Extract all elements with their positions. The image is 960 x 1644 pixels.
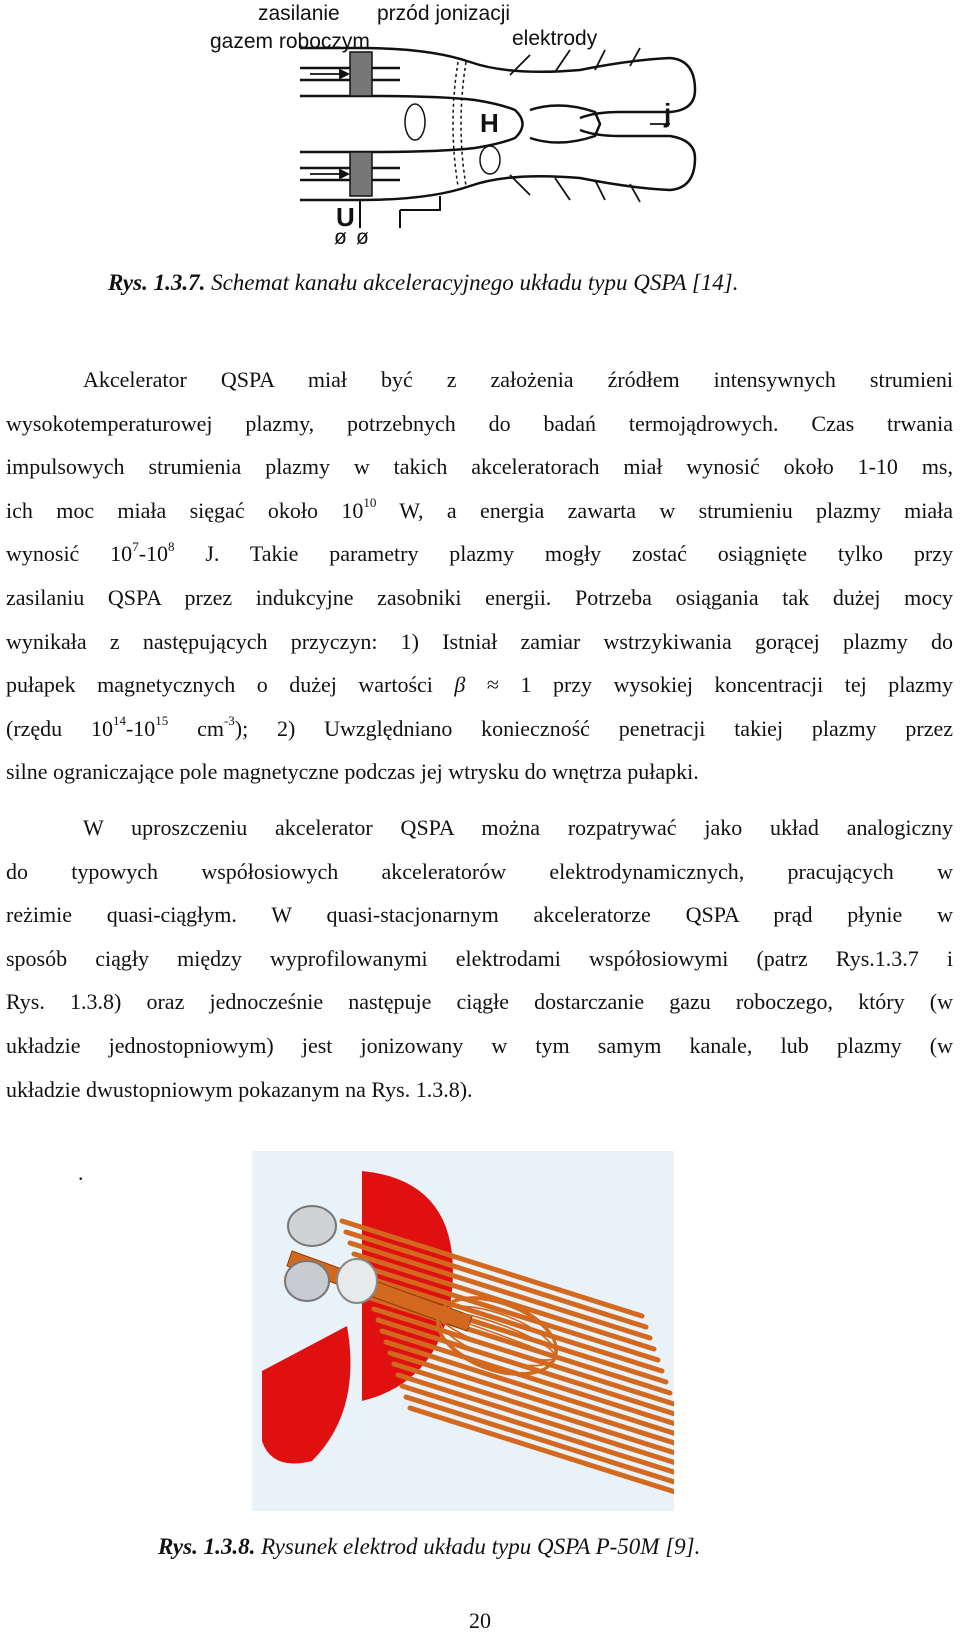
qspa-electrodes-3d-figure	[252, 1151, 674, 1511]
p1-line-8	[6, 663, 953, 707]
insulator-3	[337, 1259, 377, 1303]
p1-l9-sup2: 15	[155, 713, 169, 729]
insulator-1	[288, 1206, 336, 1246]
p1-l4-b: W, a energia zawarta w strumieniu plazmy miała	[376, 497, 953, 523]
paragraph-2	[6, 806, 953, 1111]
p1-l4-sup: 10	[363, 495, 377, 511]
electrodes-drawing	[252, 1151, 674, 1511]
figure-caption-1	[108, 270, 738, 296]
caption-1-number: Rys. 1.3.7.	[108, 270, 206, 295]
p1-l9-c: cm	[168, 715, 224, 741]
p1-line-9	[6, 707, 953, 751]
label-terminal-2: ø	[356, 226, 369, 249]
p1-l9-sup1: 14	[112, 713, 126, 729]
p1-l9-d: ); 2) Uwzględniano konieczność penetracji takiej plazmy przez	[234, 715, 953, 741]
label-terminal-1: ø	[334, 226, 347, 249]
p1-l8-a: pułapek magnetycznych o dużej wartości	[6, 672, 455, 698]
figure-caption-2	[158, 1534, 700, 1560]
caption-2-text: Rysunek elektrod układu typu QSPA P-50M [9].	[261, 1534, 701, 1559]
p1-l5-sup1: 7	[132, 539, 139, 555]
p1-l8-b: ≈ 1 przy wysokiej koncentracji tej plazmy	[465, 672, 953, 698]
p1-l5-b: -10	[138, 541, 169, 567]
caption-2-number: Rys. 1.3.8.	[158, 1534, 256, 1559]
label-gas-supply-1: zasilanie	[258, 2, 340, 25]
p1-l4-a: ich moc miała sięgać około 10	[6, 497, 364, 523]
p1-l5-a: wynosić 10	[6, 541, 133, 567]
p1-l9-a: (rzędu 10	[6, 715, 113, 741]
p2-line-4: sposób ciągły między wyprofilowanymi elektrodami współosiowymi (patrz Rys.1.3.7 i	[6, 945, 953, 971]
p1-l8-beta: β	[454, 672, 466, 698]
p1-l5-sup2: 8	[168, 539, 175, 555]
label-U: U	[336, 202, 355, 232]
label-H: H	[480, 108, 499, 138]
p2-line-7: układzie dwustopniowym pokazanym na Rys. 1.3.8).	[6, 1076, 473, 1102]
p2-line-3: reżimie quasi-ciągłym. W quasi-stacjonarnym akceleratorze QSPA prąd płynie w	[6, 902, 953, 928]
qspa-channel-schematic	[200, 0, 740, 252]
label-ionization-front: przód jonizacji	[377, 2, 511, 25]
label-electrodes: elektrody	[512, 27, 598, 50]
p1-line-7: wynikała z następujących przyczyn: 1) Istniał zamiar wstrzykiwania gorącej plazmy do	[6, 628, 953, 654]
p1-l5-c: J. Takie parametry plazmy mogły zostać osiągnięte tylko przy	[174, 541, 953, 567]
p1-line-3: impulsowych strumienia plazmy w takich akceleratorach miał wynosić około 1-10 ms,	[6, 454, 953, 480]
paragraph-1	[6, 358, 953, 794]
p2-line-5: Rys. 1.3.8) oraz jednocześnie następuje ciągłe dostarczanie gazu roboczego, który (w	[6, 989, 953, 1015]
p1-line-10: silne ograniczające pole magnetyczne podczas jej wtrysku do wnętrza pułapki.	[6, 759, 699, 785]
p2-line-2: do typowych współosiowych akceleratorów elektrodynamicznych, pracujących w	[6, 858, 953, 884]
p2-line-6: układzie jednostopniowym) jest jonizowany w tym samym kanale, lub plazmy (w	[6, 1032, 953, 1058]
caption-1-text: Schemat kanału akceleracyjnego układu typu QSPA [14].	[211, 270, 739, 295]
p1-line-4	[6, 489, 953, 533]
label-j: j	[664, 98, 672, 128]
stray-dot: .	[78, 1160, 84, 1185]
page-number: 20	[469, 1608, 491, 1633]
label-gas-supply-2: gazem roboczym	[210, 30, 370, 53]
p1-line-2: wysokotemperaturowej plazmy, potrzebnych do badań termojądrowych. Czas trwania	[6, 410, 953, 436]
p1-line-6: zasilaniu QSPA przez indukcyjne zasobniki energii. Potrzeba osiągania tak dużej mocy	[6, 584, 953, 610]
p1-l9-b: -10	[125, 715, 156, 741]
p1-l9-sup3: -3	[223, 713, 235, 729]
schematic-drawing	[200, 0, 740, 252]
insulator-2	[285, 1261, 329, 1301]
p1-line-1: Akcelerator QSPA miał być z założenia źródłem intensywnych strumieni	[83, 367, 953, 392]
p1-line-5	[6, 532, 953, 576]
p2-line-1: W uproszczeniu akcelerator QSPA można rozpatrywać jako układ analogiczny	[83, 815, 953, 840]
